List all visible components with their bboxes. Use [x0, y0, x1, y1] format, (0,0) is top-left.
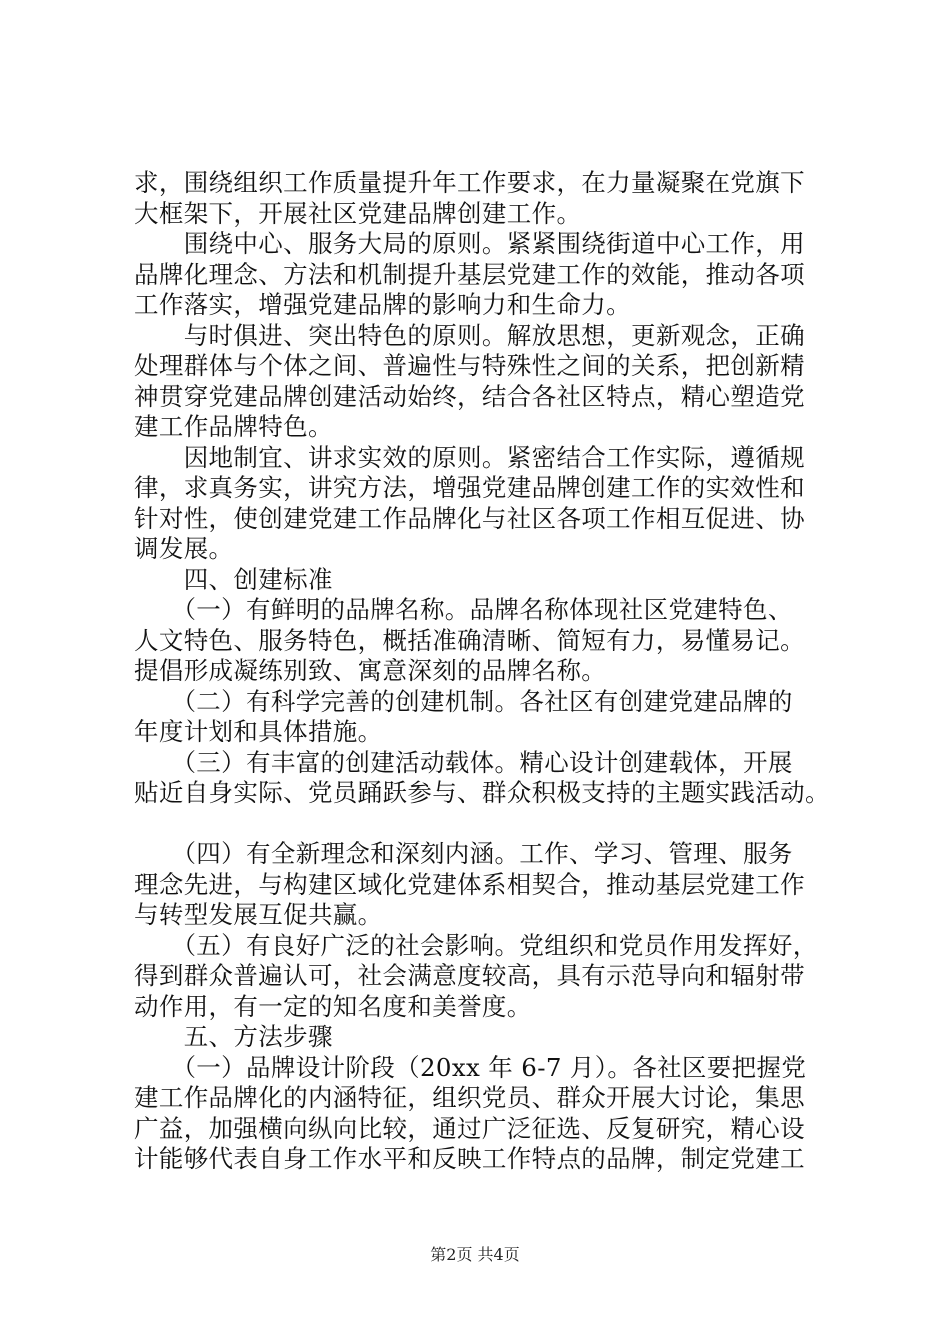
blank-line	[134, 809, 834, 840]
text-line: 求，围绕组织工作质量提升年工作要求，在力量凝聚在党旗下	[134, 168, 805, 197]
text-line: 年度计划和具体措施。	[134, 717, 383, 746]
text-line: 人文特色、服务特色，概括准确清晰、简短有力，易懂易记。	[134, 625, 805, 655]
text-line: （三）有丰富的创建活动载体。精心设计创建载体，开展	[134, 747, 793, 777]
text-line: 调发展。	[134, 534, 234, 563]
text-line: 神贯穿党建品牌创建活动始终，结合各社区特点，精心塑造党	[134, 381, 805, 411]
document-body	[134, 168, 834, 1175]
text-line: 得到群众普遍认可，社会满意度较高，具有示范导向和辐射带	[134, 961, 805, 990]
text-line: （一）品牌设计阶段（20xx 年 6-7 月）。各社区要把握党	[134, 1052, 807, 1082]
text-line: （二）有科学完善的创建机制。各社区有创建党建品牌的	[134, 686, 793, 716]
text-line: 大框架下，开展社区党建品牌创建工作。	[134, 198, 582, 228]
page-footer: 第2页 共4页	[430, 1245, 520, 1264]
text-line: 动作用，有一定的知名度和美誉度。	[134, 991, 532, 1021]
text-line: 计能够代表自身工作水平和反映工作特点的品牌，制定党建工	[134, 1144, 805, 1173]
section-heading: 五、方法步骤	[134, 1022, 333, 1051]
text-line: 建工作品牌化的内涵特征，组织党员、群众开展大讨论，集思	[134, 1083, 805, 1112]
text-line: （四）有全新理念和深刻内涵。工作、学习、管理、服务	[134, 839, 793, 868]
text-line: 广益，加强横向纵向比较，通过广泛征选、反复研究，精心设	[134, 1113, 805, 1143]
text-line: 与时俱进、突出特色的原则。解放思想，更新观念，正确	[134, 320, 805, 350]
section-heading: 四、创建标准	[134, 564, 333, 594]
text-line: 贴近自身实际、党员踊跃参与、群众积极支持的主题实践活动。	[134, 778, 830, 807]
text-line: 因地制宜、讲求实效的原则。紧密结合工作实际，遵循规	[134, 442, 805, 472]
text-line: 处理群体与个体之间、普遍性与特殊性之间的关系，把创新精	[134, 351, 805, 380]
text-line: 提倡形成凝练别致、寓意深刻的品牌名称。	[134, 656, 607, 685]
text-line: 品牌化理念、方法和机制提升基层党建工作的效能，推动各项	[134, 259, 805, 289]
text-line: （五）有良好广泛的社会影响。党组织和党员作用发挥好，	[134, 930, 818, 960]
text-line: 工作落实，增强党建品牌的影响力和生命力。	[134, 290, 631, 319]
text-line: 建工作品牌特色。	[134, 412, 333, 441]
text-line: 围绕中心、服务大局的原则。紧紧围绕街道中心工作，用	[134, 229, 805, 258]
text-line: 律，求真务实，讲究方法，增强党建品牌创建工作的实效性和	[134, 473, 805, 502]
text-line: （一）有鲜明的品牌名称。品牌名称体现社区党建特色、	[134, 595, 793, 624]
text-line: 针对性，使创建党建工作品牌化与社区各项工作相互促进、协	[134, 503, 805, 533]
text-line: 与转型发展互促共赢。	[134, 900, 383, 929]
text-line: 理念先进，与构建区域化党建体系相契合，推动基层党建工作	[134, 869, 805, 899]
